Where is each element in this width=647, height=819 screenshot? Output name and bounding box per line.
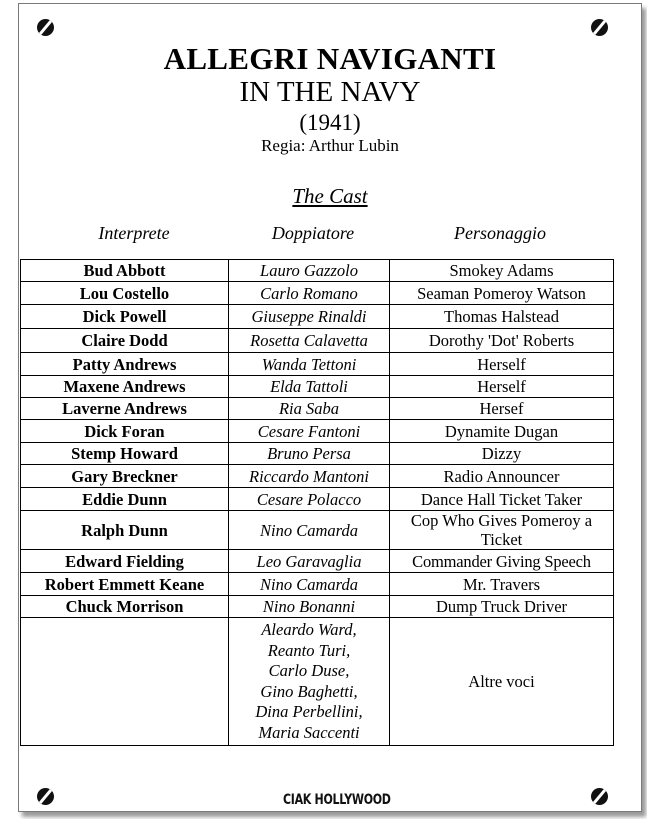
other-voices-label: Altre voci bbox=[390, 618, 614, 746]
dubber-cell: Elda Tattoli bbox=[229, 376, 390, 398]
screw-icon bbox=[591, 788, 608, 805]
actor-cell: Gary Breckner bbox=[21, 465, 229, 488]
column-header-actor: Interprete bbox=[98, 223, 170, 243]
table-row bbox=[21, 282, 614, 305]
dubber-cell: Bruno Persa bbox=[229, 443, 390, 465]
dubber-name: Reanto Turi, bbox=[267, 640, 351, 660]
director-credit: Regia: Arthur Lubin bbox=[261, 136, 399, 155]
cast-heading: The Cast bbox=[292, 184, 368, 208]
dubber-name: Dina Perbellini, bbox=[255, 702, 363, 721]
column-header-dubber: Doppiatore bbox=[271, 223, 355, 243]
dubber-name: Gino Baghetti, bbox=[260, 681, 358, 701]
dubber-cell: Wanda Tettoni bbox=[229, 353, 390, 376]
table-row bbox=[21, 260, 614, 282]
character-cell: Dizzy bbox=[390, 443, 614, 465]
character-cell: Herself bbox=[390, 376, 614, 398]
table-row bbox=[21, 353, 614, 376]
table-row bbox=[21, 329, 614, 353]
table-row bbox=[21, 573, 614, 596]
table-row bbox=[21, 465, 614, 488]
actor-cell: Maxene Andrews bbox=[21, 376, 229, 398]
character-cell: Dance Hall Ticket Taker bbox=[390, 488, 614, 511]
actor-cell: Patty Andrews bbox=[21, 353, 229, 376]
character-cell: Hersef bbox=[390, 398, 614, 420]
table-row bbox=[21, 618, 614, 746]
screw-icon bbox=[37, 19, 54, 36]
dubber-cell: Carlo Romano bbox=[229, 282, 390, 305]
column-header-character: Personaggio bbox=[454, 223, 546, 243]
character-cell: Smokey Adams bbox=[390, 260, 614, 282]
character-cell: Dorothy 'Dot' Roberts bbox=[390, 329, 614, 353]
character-cell: Dynamite Dugan bbox=[390, 420, 614, 443]
actor-cell: Stemp Howard bbox=[21, 443, 229, 465]
cast-table bbox=[20, 259, 614, 746]
character-cell: Commander Giving Speech bbox=[390, 550, 614, 573]
character-cell: Cop Who Gives Pomeroy a Ticket bbox=[390, 511, 614, 550]
actor-cell: Dick Powell bbox=[21, 305, 229, 329]
actor-cell: Dick Foran bbox=[21, 420, 229, 443]
screw-icon bbox=[591, 19, 608, 36]
dubber-cell: Ria Saba bbox=[229, 398, 390, 420]
table-row bbox=[21, 305, 614, 329]
character-cell: Herself bbox=[390, 353, 614, 376]
actor-cell: Edward Fielding bbox=[21, 550, 229, 573]
release-year: (1941) bbox=[299, 110, 361, 135]
dubber-cell: Rosetta Calavetta bbox=[229, 329, 390, 353]
table-row bbox=[21, 398, 614, 420]
table-row bbox=[21, 376, 614, 398]
original-title: IN THE NAVY bbox=[239, 76, 421, 108]
dubber-cell: Nino Camarda bbox=[229, 511, 390, 550]
actor-cell: Bud Abbott bbox=[21, 260, 229, 282]
table-row bbox=[21, 511, 614, 550]
dubber-cell: Leo Garavaglia bbox=[229, 550, 390, 573]
dubber-cell: Giuseppe Rinaldi bbox=[229, 305, 390, 329]
table-row bbox=[21, 550, 614, 573]
character-cell: Seaman Pomeroy Watson bbox=[390, 282, 614, 305]
dubber-cell: Cesare Fantoni bbox=[229, 420, 390, 443]
empty-actor-cell bbox=[21, 618, 229, 746]
table-row bbox=[21, 420, 614, 443]
character-cell: Thomas Halstead bbox=[390, 305, 614, 329]
actor-cell: Eddie Dunn bbox=[21, 488, 229, 511]
actor-cell: Laverne Andrews bbox=[21, 398, 229, 420]
character-cell: Dump Truck Driver bbox=[390, 596, 614, 618]
table-row bbox=[21, 488, 614, 511]
screw-icon bbox=[37, 788, 54, 805]
character-cell: Radio Announcer bbox=[390, 465, 614, 488]
ciak-hollywood-logo: CIAK HOLLYWOOD bbox=[283, 791, 391, 808]
actor-cell: Claire Dodd bbox=[21, 329, 229, 353]
dubber-cell: Lauro Gazzolo bbox=[229, 260, 390, 282]
actor-cell: Robert Emmett Keane bbox=[21, 573, 229, 596]
actor-cell: Chuck Morrison bbox=[21, 596, 229, 618]
actor-cell: Ralph Dunn bbox=[21, 511, 229, 550]
table-row bbox=[21, 443, 614, 465]
italian-title: ALLEGRI NAVIGANTI bbox=[163, 41, 497, 76]
actor-cell: Lou Costello bbox=[21, 282, 229, 305]
table-row bbox=[21, 596, 614, 618]
dubber-cell: Nino Bonanni bbox=[229, 596, 390, 618]
dubber-name: Carlo Duse, bbox=[268, 661, 350, 680]
dubber-cell: Nino Camarda bbox=[229, 573, 390, 596]
dubber-name: Maria Saccenti bbox=[258, 722, 360, 742]
other-voices-dubbers-cell bbox=[229, 618, 390, 746]
cast-plaque bbox=[18, 3, 642, 812]
dubber-name: Aleardo Ward, bbox=[261, 620, 357, 639]
dubber-cell: Riccardo Mantoni bbox=[229, 465, 390, 488]
character-cell: Mr. Travers bbox=[390, 573, 614, 596]
dubber-cell: Cesare Polacco bbox=[229, 488, 390, 511]
